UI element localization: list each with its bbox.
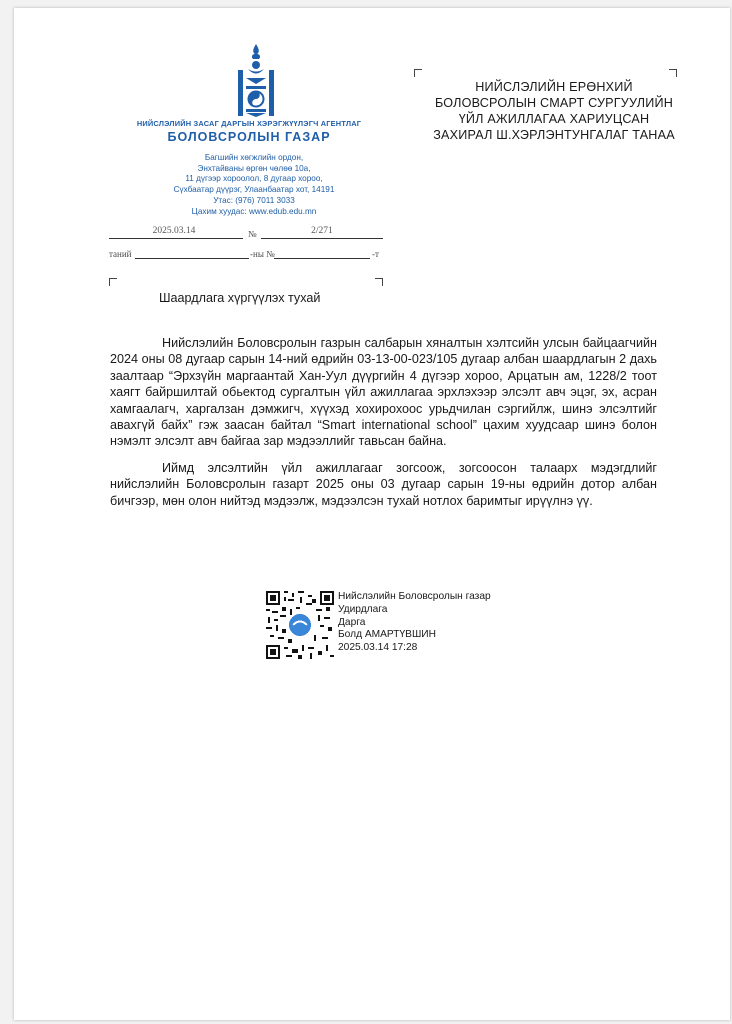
recipient-line: ЗАХИРАЛ Ш.ХЭРЛЭНТУНГАЛАГ ТАНАА bbox=[433, 128, 675, 142]
date-underline bbox=[109, 238, 243, 239]
signature-org: Нийслэлийн Боловсролын газар bbox=[338, 591, 491, 602]
reply-number-label: -ны № bbox=[250, 249, 275, 259]
subject-corner-tl bbox=[109, 278, 117, 286]
document-date: 2025.03.14 bbox=[152, 226, 196, 236]
letter-subject: Шаардлага хүргүүлэх тухай bbox=[159, 291, 321, 305]
number-underline bbox=[261, 238, 383, 239]
agency-parent-name: НИЙСЛЭЛИЙН ЗАСАГ ДАРГЫН ХЭРЭГЖҮҮЛЭГЧ АГЕНТЛАГ bbox=[136, 119, 362, 128]
agency-name: БОЛОВСРОЛЫН ГАЗАР bbox=[167, 130, 331, 144]
reply-suffix: -т bbox=[372, 249, 379, 259]
reply-underline bbox=[135, 258, 249, 259]
subject-corner-tr bbox=[375, 278, 383, 286]
address-line: Энхтайваны өргөн чөлөө 10а, bbox=[197, 163, 311, 173]
reply-number-underline bbox=[274, 258, 370, 259]
recipient-line: НИЙСЛЭЛИЙН ЕРӨНХИЙ bbox=[475, 80, 633, 94]
agency-address bbox=[129, 153, 379, 217]
agency-block bbox=[99, 119, 399, 144]
qr-code-icon bbox=[266, 591, 334, 659]
address-phone: Утас: (976) 7011 3033 bbox=[213, 195, 295, 205]
document-page bbox=[14, 8, 730, 1020]
address-line: Сүхбаатар дүүрэг, Улаанбаатар хот, 14191 bbox=[173, 185, 335, 195]
recipient-block bbox=[419, 79, 689, 143]
signature-position: Дарга bbox=[338, 616, 366, 628]
signature-datetime: 2025.03.14 17:28 bbox=[338, 642, 418, 654]
number-label: № bbox=[248, 229, 257, 239]
document-number: 2/271 bbox=[311, 226, 333, 236]
state-emblem-icon bbox=[234, 42, 278, 118]
signature-unit: Удирдлага bbox=[338, 603, 388, 615]
letter-body bbox=[110, 335, 657, 519]
recipient-line: ҮЙЛ АЖИЛЛАГАА ХАРИУЦСАН bbox=[458, 112, 650, 126]
address-website: Цахим хуудас: www.edub.edu.mn bbox=[191, 206, 317, 216]
reply-label: таний bbox=[109, 249, 132, 259]
body-paragraph: Нийслэлийн Боловсролын газрын салбарын хяналтын хэлтсийн улсын байцаагчийн 2024 оны 08 дугаар сарын 14-ний өдрийн 03-13-00-023/105 дугаар албан шаардлагын 2 дахь заалтаар “Эрхзүйн маргаантай Хан-Уул дүүргийн 4 дүгээр хороо, Арцатын ам, 1228/2 тоот хаягт байршилтай обьектод сургалтын үйл ажиллагаа эрхлэхээр элсэлт авч эцэг, эх, асран хамгаалагч, харгалзан дэмжигч, хүүхэд хохирохоос урьдчилан сэргийлж, шинэ элсэлтийг авахгүй байх” гэж заасан байтал “Smart international school” цахим хуудсаар шинэ болон нэмэлт элсэлт авч байгаа зар мэдээллийг тавьсан байна. bbox=[110, 336, 657, 449]
address-line: 11 дүгээр хороолол, 8 дугаар хороо, bbox=[185, 174, 323, 184]
recipient-corner-tl bbox=[414, 69, 422, 77]
recipient-line: БОЛОВСРОЛЫН СМАРТ СУРГУУЛИЙН bbox=[434, 96, 674, 110]
signature-name: Болд АМАРТҮВШИН bbox=[338, 629, 436, 641]
recipient-corner-tr bbox=[669, 69, 677, 77]
address-line: Багшийн хөгжлийн ордон, bbox=[204, 153, 304, 162]
digital-signature bbox=[338, 591, 491, 655]
body-paragraph: Иймд элсэлтийн үйл ажиллагааг зогсоож, зогсоосон талаарх мэдэгдлийг нийслэлийн Боловсролын газарт 2025 оны 03 дугаар сарын 19-ны өдрийн дотор албан бичгээр, мөн олон нийтэд мэдээлж, мэдээлсэн тухай нотлох баримтыг ирүүлнэ үү. bbox=[110, 460, 657, 508]
